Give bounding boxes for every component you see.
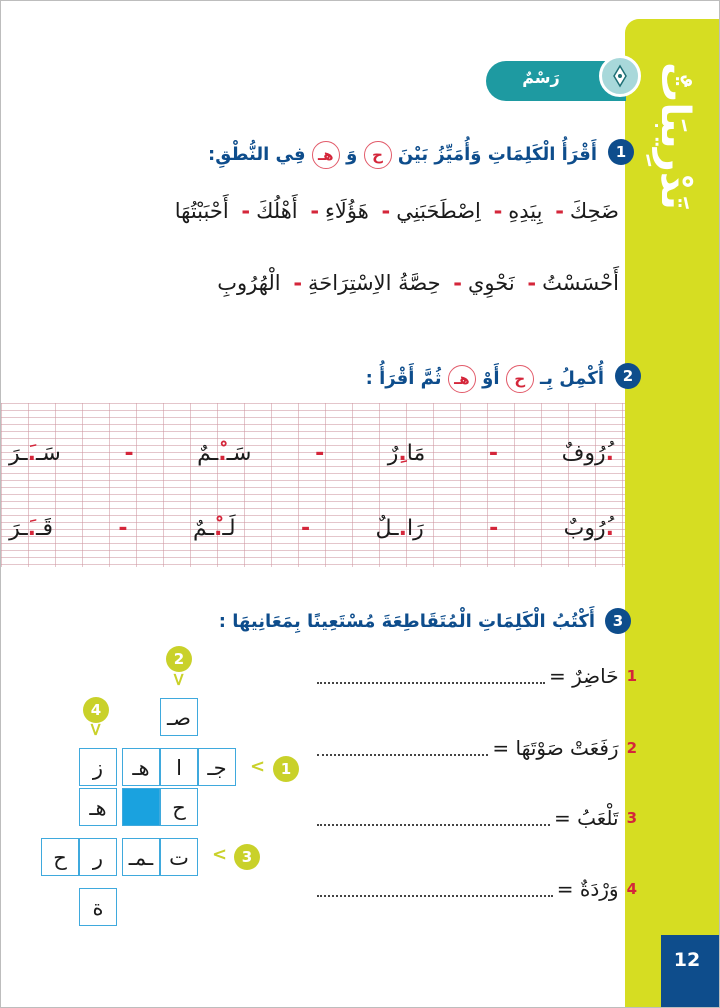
word: نَحْوِي <box>468 271 515 295</box>
fill-word[interactable]: مَا.ِرٌ <box>387 441 426 466</box>
clue-row-1 <box>317 661 637 691</box>
fill-word[interactable]: لَـ.ْـمٌ <box>192 516 236 541</box>
word: أَحْسَسْتُ <box>542 271 619 295</box>
clue-row-2 <box>317 733 637 763</box>
exercise-2-heading <box>366 365 604 393</box>
clue-badge-1: 1 <box>273 756 299 782</box>
crossword <box>1 1 2 2</box>
answer-line[interactable] <box>317 810 550 826</box>
exercise-3-heading: أَكْتُبُ الْكَلِمَاتِ الْمُتَقَاطِعَةَ مُسْتَعِينًا بِمَعَانِيهَا : <box>218 611 595 632</box>
clue-row-3 <box>317 803 637 833</box>
crossword-cell[interactable]: ر <box>79 838 117 876</box>
clue-badge-2: 2 <box>166 646 192 672</box>
exercise-2-row-2: .ُرُوبٌ - رَا.ـلٌ - لَـ.ْـمٌ - قَـ.َـرَ <box>9 516 614 541</box>
answer-line[interactable] <box>317 881 553 897</box>
side-title: تَدْرِيبَاتٌ <box>652 62 698 210</box>
exercise-1-line-2: أَحْسَسْتُ- نَحْوِي- حِصَّةُ الاِسْتِرَاحَةِ- الْهُرُوبِ <box>217 271 619 295</box>
heading-text-after: ثُمَّ أَقْرَأُ : <box>365 368 442 389</box>
crossword-cell[interactable]: هـ <box>122 748 160 786</box>
clue-word: وَرْدَةٌ = <box>556 877 619 901</box>
exercise-1-heading <box>208 141 597 169</box>
heading-text: أُكْمِلُ بِـ <box>540 368 604 389</box>
heading-text-after: فِي النُّطْقِ: <box>208 144 306 165</box>
heading-conj: وَ <box>346 144 358 165</box>
crossword-cell[interactable]: صـ <box>160 698 198 736</box>
letter-he-circle: هـ <box>312 141 340 169</box>
clue-number: 3 <box>626 809 637 827</box>
clue-word: رَفَعَتْ صَوْتَهَا = <box>492 736 619 760</box>
clue-number: 4 <box>626 880 637 898</box>
answer-line[interactable] <box>317 668 545 684</box>
word: أَحْبَبْتُهَا <box>174 199 229 223</box>
pen-icon <box>599 55 641 97</box>
crossword-cell[interactable]: ح <box>160 788 198 826</box>
arrow-left-icon: < <box>212 844 228 865</box>
word: حِصَّةُ الاِسْتِرَاحَةِ <box>308 271 441 295</box>
fill-word[interactable]: .ُرُوفٌ <box>561 441 614 466</box>
heading-conj: أَوْ <box>482 368 500 389</box>
arrow-down-icon: > <box>168 671 190 688</box>
clue-number: 2 <box>626 739 637 757</box>
side-title-box <box>629 31 720 231</box>
clue-word: حَاضِرٌ = <box>548 664 619 688</box>
crossword-cell[interactable]: ح <box>41 838 79 876</box>
exercise-2-row-1: .ُرُوفٌ - مَا.ِرٌ - سَـ.ْـمٌ - سَـ.َـرَ <box>9 441 614 466</box>
crossword-cell[interactable]: ز <box>79 748 117 786</box>
word: بِيَدِهِ <box>508 199 543 223</box>
clue-number: 1 <box>626 667 637 685</box>
clue-badge-4: 4 <box>83 697 109 723</box>
word: الْهُرُوبِ <box>217 271 281 295</box>
fill-word[interactable]: سَـ.َـرَ <box>9 441 61 466</box>
fill-word[interactable]: قَـ.َـرَ <box>9 516 53 541</box>
crossword-cell[interactable]: هـ <box>79 788 117 826</box>
banner-label: رَسْمٌ <box>522 68 560 87</box>
arrow-down-icon: > <box>85 721 107 738</box>
letter-he-circle: هـ <box>448 365 476 393</box>
clue-row-4 <box>317 874 637 904</box>
fill-word[interactable]: رَا.ـلٌ <box>375 516 424 541</box>
clue-badge-3: 3 <box>234 844 260 870</box>
crossword-cell-blocked <box>122 788 160 826</box>
crossword-cell[interactable]: ـمـ <box>122 838 160 876</box>
fill-word[interactable]: سَـ.ْـمٌ <box>197 441 252 466</box>
exercise-3-badge: 3 <box>605 608 631 634</box>
exercise-1-line-1: ضَحِكَ- بِيَدِهِ- اِصْطَحَبَنِي- هَؤُلَاءِ- أَهْلُكَ- أَحْبَبْتُهَا <box>174 199 619 223</box>
answer-line[interactable] <box>317 740 488 756</box>
crossword-cell[interactable]: ا <box>160 748 198 786</box>
word: هَؤُلَاءِ <box>325 199 369 223</box>
handwriting-grid <box>1 403 625 567</box>
heading-text: أَقْرَأُ الْكَلِمَاتِ وَأُمَيِّزُ بَيْنَ <box>397 144 597 165</box>
page-number: 12 <box>673 949 701 971</box>
word: ضَحِكَ <box>569 199 619 223</box>
crossword-cell[interactable]: جـ <box>198 748 236 786</box>
clue-word: تَلْعَبُ = <box>553 806 619 830</box>
exercise-2-badge: 2 <box>615 363 641 389</box>
letter-ha-circle: ح <box>506 365 534 393</box>
word: أَهْلُكَ <box>256 199 298 223</box>
fill-word[interactable]: .ُرُوبٌ <box>563 516 614 541</box>
exercise-1-badge: 1 <box>608 139 634 165</box>
letter-ha-circle: ح <box>364 141 392 169</box>
word: اِصْطَحَبَنِي <box>396 199 481 223</box>
arrow-left-icon: < <box>250 756 266 777</box>
page-number-box <box>661 935 720 1008</box>
crossword-cell[interactable]: ة <box>79 888 117 926</box>
crossword-cell[interactable]: ت <box>160 838 198 876</box>
